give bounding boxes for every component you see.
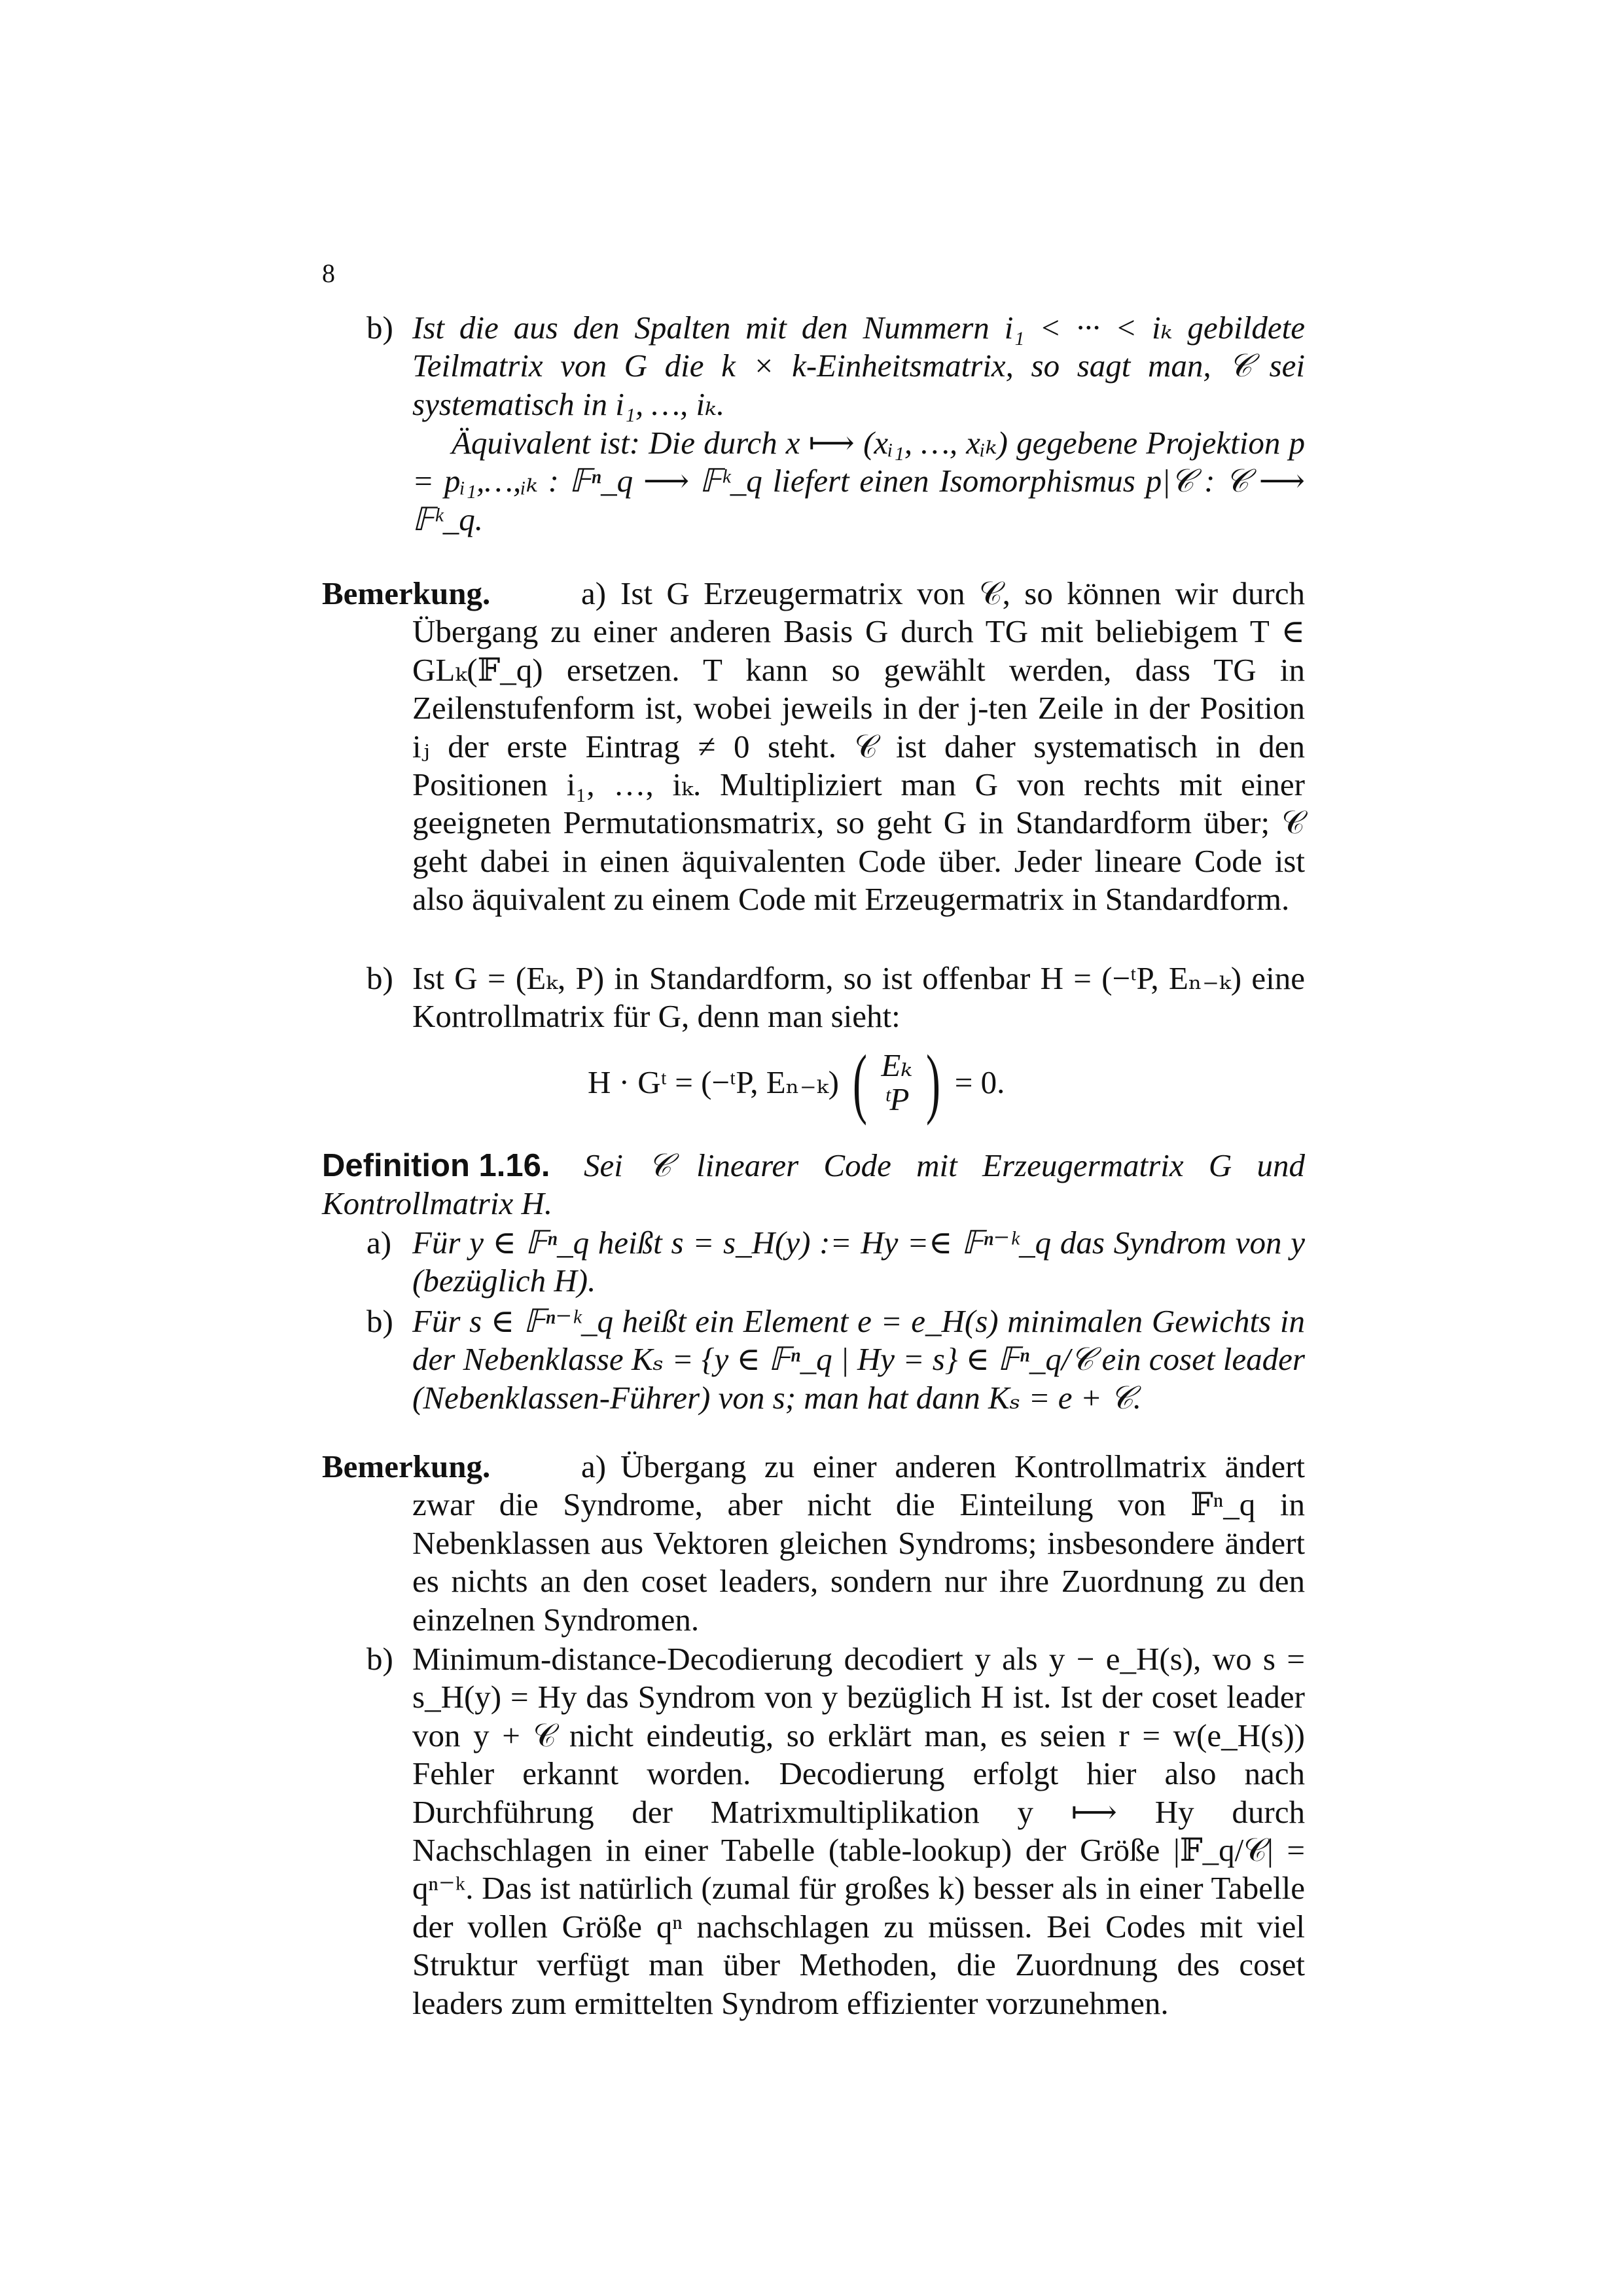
right-paren: ) (926, 1039, 941, 1126)
item-b-label: b) (366, 310, 393, 346)
page-number: 8 (322, 259, 335, 288)
item-b-text: Ist die aus den Spalten mit den Nummern i₁ < ··· < iₖ gebildete Teilmatrix von G die k × k-Einheitsmatrix, so sagt man, 𝒞 sei systematisch in i₁, …, iₖ. (412, 310, 1305, 422)
remark-heading-1: Bemerkung. (322, 575, 491, 611)
remark-1-b-text: Ist G = (Eₖ, P) in Standardform, so ist offenbar H = (−ᵗP, Eₙ₋ₖ) eine Kontrollmatrix für G, denn man sieht: (412, 960, 1305, 1035)
remark-1-b-label: b) (366, 960, 393, 996)
formula-vector-top: Eₖ (881, 1047, 913, 1083)
formula-vector-bottom: ᵗP (884, 1081, 910, 1117)
definition-heading: Definition 1.16. (322, 1148, 550, 1183)
definition-b-text: Für s ∈ 𝔽ⁿ⁻ᵏ_q heißt ein Element e = e_H(s) minimalen Gewichts in der Nebenklasse Kₛ = {y ∈ 𝔽ⁿ_q | Hy = s} ∈ 𝔽ⁿ_q/𝒞 ein coset leader (Nebenklassen-Führer) von s; man hat dann Kₛ = e + 𝒞. (412, 1303, 1305, 1416)
definition-b-label: b) (366, 1303, 393, 1339)
formula-vector (881, 1049, 912, 1117)
remark-2-a-label: a) (581, 1448, 607, 1484)
remark-1-a-label: a) (581, 575, 607, 611)
remark-2-a-text: Übergang zu einer anderen Kontrollmatrix ändert zwar die Syndrome, aber nicht die Einteilung von 𝔽ⁿ_q in Nebenklassen aus Vektoren gleichen Syndroms; insbesondere ändert es nichts an den coset leaders, sondern nur ihre Zuordnung zu den einzelnen Syndromen. (412, 1448, 1305, 1638)
remark-heading-2: Bemerkung. (322, 1448, 491, 1484)
definition-a-label: a) (366, 1225, 392, 1261)
formula-left: H · Gᵗ = (−ᵗP, Eₙ₋ₖ) (588, 1064, 839, 1100)
remark-2-b-text: Minimum-distance-Decodierung decodiert y als y − e_H(s), wo s = s_H(y) = Hy das Syndrom von y bezüglich H ist. Ist der coset leader von y + 𝒞 nicht eindeutig, so erklärt man, es seien r = w(e_H(s)) Fehler erkannt worden. Decodierung erfolgt hier also nach Durchführung der Matrixmultiplikation y ⟼ Hy durch Nachschlagen in einer Tabelle (table-lookup) der Größe |𝔽_q/𝒞| = qⁿ⁻ᵏ. Das ist natürlich (zumal für großes k) besser als in einer Tabelle der vollen Größe qⁿ nachschlagen zu müssen. Bei Codes mit viel Struktur verfügt man über Methoden, die Zuordnung des coset leaders zum ermittelten Syndrom effizienter vorzunehmen. (412, 1641, 1305, 2021)
remark-1-a-text: Ist G Erzeugermatrix von 𝒞, so können wir durch Übergang zu einer anderen Basis G durch TG mit beliebigem T ∈ GLₖ(𝔽_q) ersetzen. T kann so gewählt werden, dass TG in Zeilenstufenform ist, wobei jeweils in der j-ten Zeile in der Position iⱼ der erste Eintrag ≠ 0 steht. 𝒞 ist daher systematisch in den Positionen i₁, …, iₖ. Multipliziert man G von rechts mit einer geeigneten Permutationsmatrix, so geht G in Standardform über; 𝒞 geht dabei in einen äquivalenten Code über. Jeder lineare Code ist also äquivalent zu einem Code mit Erzeugermatrix in Standardform. (412, 575, 1305, 918)
left-paren: ( (853, 1039, 868, 1126)
definition-a-text: Für y ∈ 𝔽ⁿ_q heißt s = s_H(y) := Hy =∈ 𝔽ⁿ⁻ᵏ_q das Syndrom von y (bezüglich H). (412, 1225, 1305, 1299)
formula-right: = 0. (954, 1064, 1005, 1100)
definition-intro: Sei 𝒞 linearer Code mit Erzeugermatrix G und Kontrollmatrix H. (322, 1147, 1305, 1222)
item-b-text-continued: Äquivalent ist: Die durch x ⟼ (xᵢ₁, …, xᵢₖ) gegebene Projektion p = pᵢ₁,…,ᵢₖ : 𝔽ⁿ_q ⟶ 𝔽ᵏ_q liefert einen Isomorphismus p|𝒞 : 𝒞 ⟶ 𝔽ᵏ_q. (412, 425, 1305, 537)
remark-2-b-label: b) (366, 1641, 393, 1677)
display-formula (588, 1039, 1005, 1126)
